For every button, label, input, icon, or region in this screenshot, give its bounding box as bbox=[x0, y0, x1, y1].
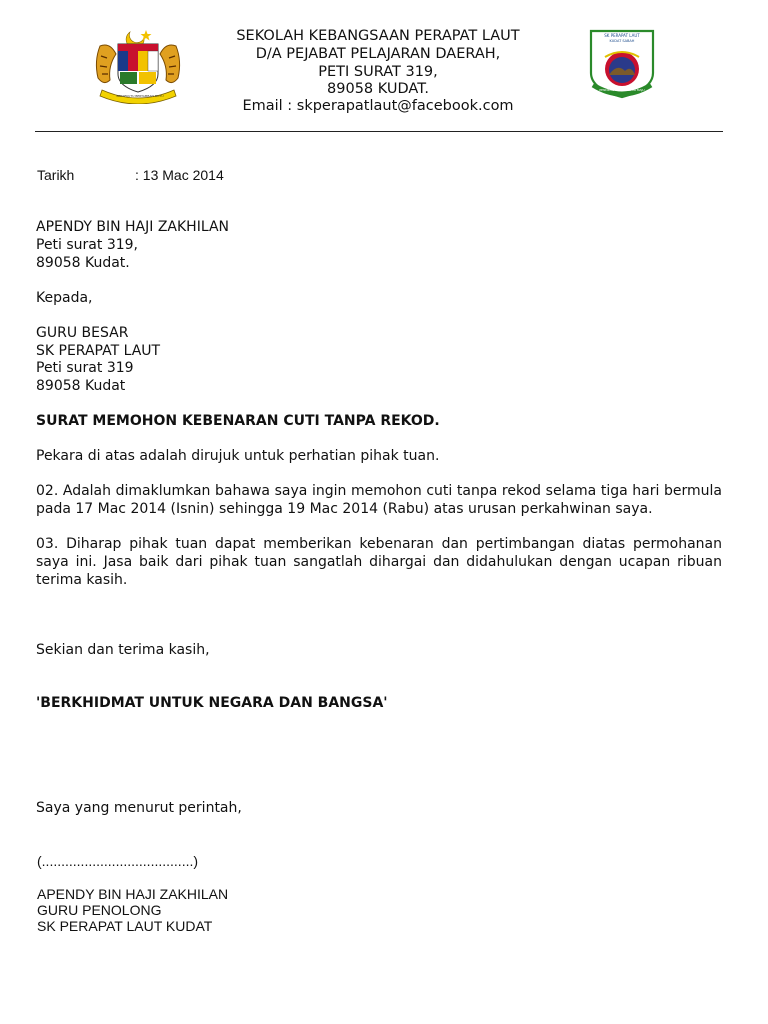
logo-motto-text: BERSEKUTU BERTAMBAH MUTU bbox=[116, 94, 164, 98]
letter-subject: SURAT MEMOHON KEBENARAN CUTI TANPA REKOD. bbox=[36, 413, 440, 429]
care-of-line: D/A PEJABAT PELAJARAN DAERAH, bbox=[255, 46, 501, 62]
signer-school: SK PERAPAT LAUT KUDAT bbox=[37, 918, 213, 934]
badge-top-text: SK PERAPAT LAUT bbox=[604, 33, 640, 38]
school-name: SEKOLAH KEBANGSAAN PERAPAT LAUT bbox=[236, 28, 520, 44]
badge-bottom-text: PENDIDIKAN & BERDAYA MAJU bbox=[599, 88, 645, 92]
date-value: : 13 Mac 2014 bbox=[135, 167, 224, 183]
postcode-line: 89058 KUDAT. bbox=[327, 81, 429, 97]
sender-address-2: 89058 Kudat. bbox=[36, 255, 130, 271]
motto-line: 'BERKHIDMAT UNTUK NEGARA DAN BANGSA' bbox=[36, 695, 388, 711]
email-line: Email : skperapatlaut@facebook.com bbox=[242, 98, 514, 114]
closing-line: Sekian dan terima kasih, bbox=[36, 642, 210, 658]
sender-address-1: Peti surat 319, bbox=[36, 237, 138, 253]
paragraph-3: 03. Diharap pihak tuan dapat memberikan kebenaran dan pertimbangan diatas permohanan saya ini. Jasa baik dari pihak tuan sangatlah dihargai dan didahulukan dengan ucapan ribuan terima kasih. bbox=[36, 536, 722, 588]
signer-position: GURU PENOLONG bbox=[37, 902, 162, 918]
sender-name: APENDY BIN HAJI ZAKHILAN bbox=[36, 219, 229, 235]
to-label: Kepada, bbox=[36, 290, 93, 306]
sign-off-line: Saya yang menurut perintah, bbox=[36, 800, 242, 816]
header-divider bbox=[35, 131, 723, 132]
paragraph-1: Pekara di atas adalah dirujuk untuk perhatian pihak tuan. bbox=[36, 448, 440, 464]
recipient-title: GURU BESAR bbox=[36, 325, 129, 341]
recipient-school: SK PERAPAT LAUT bbox=[36, 343, 161, 359]
date-label: Tarikh bbox=[37, 167, 75, 183]
po-box-line: PETI SURAT 319, bbox=[318, 64, 438, 80]
recipient-address-1: Peti surat 319 bbox=[36, 360, 134, 376]
signature-line: (.......................................) bbox=[37, 853, 199, 869]
paragraph-2: 02. Adalah dimaklumkan bahawa saya ingin memohon cuti tanpa rekod selama tiga hari bermula pada 17 Mac 2014 (Isnin) sehingga 19 Mac 2014 (Rabu) atas urusan perkahwinan saya. bbox=[36, 483, 722, 517]
badge-sub-text: KUDAT SABAH bbox=[609, 39, 635, 43]
recipient-address-2: 89058 Kudat bbox=[36, 378, 126, 394]
signer-name: APENDY BIN HAJI ZAKHILAN bbox=[37, 886, 229, 902]
